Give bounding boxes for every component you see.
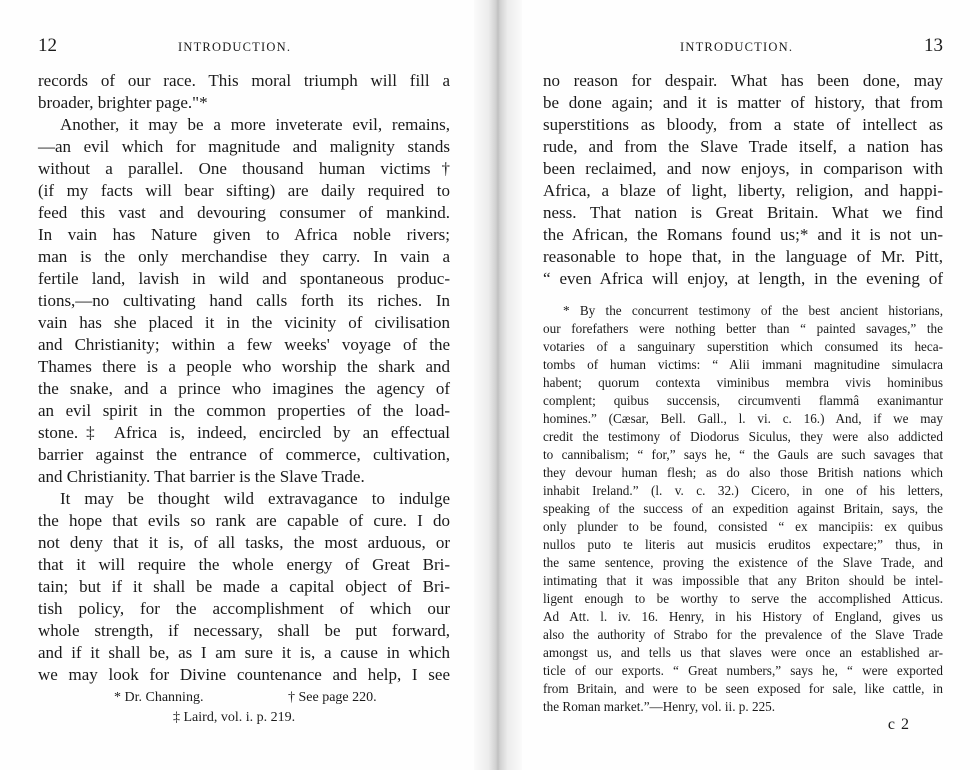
- text-line: Another, it may be a more inveterate evil, remains,: [60, 115, 450, 134]
- text-line: and Christianity; within a few weeks' voyage of the: [38, 335, 450, 354]
- footnote-line: the same sentence, proving the existence of the Slave Trade, and: [543, 555, 943, 570]
- left-footnotes: [38, 688, 450, 725]
- text-line: reasonable to hope that, in the language of Mr. Pitt,: [543, 247, 943, 266]
- footnote-line: complent; quibus succensis, circumventi flammâ exanimantur: [543, 393, 943, 408]
- left-body-text: [38, 70, 450, 686]
- text-line: we may look for Divine countenance and help, I see: [38, 665, 450, 684]
- text-line: Africa, a blaze of light, liberty, religion, and happi-: [543, 181, 943, 200]
- text-line: vain has she placed it in the vicinity of civilisation: [38, 313, 450, 332]
- footnote-line: credit the testimony of Diodorus Siculus, they were also addicted: [543, 429, 943, 444]
- signature-mark: c 2: [887, 716, 910, 733]
- text-line: Thames there is a people who worship the shark and: [38, 357, 450, 376]
- footnote-line: homines.” (Cæsar, Bell. Gall., l. vi. c. 16.) And, if we may: [543, 411, 943, 426]
- footnote-line: they devour human flesh; as do also those British nations which: [543, 465, 943, 480]
- footnote-channing: * Dr. Channing.: [114, 690, 204, 705]
- footnote-line: votaries of a sanguinary superstition which consumed its heca-: [543, 339, 943, 354]
- text-line: In vain has Nature given to Africa noble rivers;: [38, 225, 450, 244]
- text-line: superstitions as bloody, from a state of intellect as: [543, 115, 943, 134]
- right-running-head: [543, 35, 943, 59]
- text-line: —an evil which for magnitude and malignity stands: [38, 137, 450, 156]
- text-line: fertile land, lavish in wild and spontaneous produc-: [38, 269, 450, 288]
- text-line: the African, the Romans found us;* and it is not un-: [543, 225, 943, 244]
- footnote-line: also the authority of Strabo for the prevalence of the Slave Trade: [543, 627, 943, 642]
- footnote-line: ligent enough to be worthy to serve the accomplished Atticus.: [543, 591, 943, 606]
- footnote-line: the Roman market.”—Henry, vol. ii. p. 225.: [543, 699, 776, 714]
- text-line: the snake, and a prince who imagines the agency of: [38, 379, 450, 398]
- footnote-line: nullos puto te literis aut musicis eruditos expectare;” thus, in: [543, 537, 943, 552]
- footnote-line: only plunder to be found, consisted “ ex mancipiis: ex quibus: [543, 519, 943, 534]
- text-line: ness. That nation is Great Britain. What we find: [543, 203, 943, 222]
- text-line: rude, and from the Slave Trade itself, a nation has: [543, 137, 943, 156]
- footnote-line: our forefathers were nothing better than “ painted savages,” the: [543, 321, 943, 336]
- left-running-title: INTRODUCTION.: [178, 40, 292, 54]
- footnote-line: intimating that it was impossible that any Briton should be intel-: [543, 573, 943, 588]
- text-line: “ even Africa will enjoy, at length, in the evening of: [543, 269, 943, 288]
- right-body-text: [543, 70, 943, 290]
- text-line: man is the only merchandise they carry. In vain a: [38, 247, 450, 266]
- text-line: broader, brighter page."*: [38, 93, 208, 112]
- text-line: barrier against the entrance of commerce, cultivation,: [38, 445, 450, 464]
- footnote-line: * By the concurrent testimony of the best ancient historians,: [563, 303, 943, 318]
- footnote-line: ticle of our exports. “ Great numbers,” says he, “ were exported: [543, 663, 943, 678]
- footnote-line: habent; quorum contexta viminibus membra vivis hominibus: [543, 375, 943, 390]
- text-line: been reclaimed, and now enjoys, in comparison with: [543, 159, 943, 178]
- book-gutter: [474, 0, 522, 770]
- text-line: the hope that evils so rank are capable of cure. I do: [38, 511, 450, 530]
- right-footnote: [543, 302, 943, 716]
- text-line: that it will require the whole energy of Great Bri-: [38, 555, 450, 574]
- text-line: It may be thought wild extravagance to indulge: [60, 489, 450, 508]
- right-page: [543, 0, 943, 770]
- text-line: not deny that it is, of all tasks, the most arduous, or: [38, 533, 450, 552]
- text-line: and Christianity. That barrier is the Slave Trade.: [38, 467, 365, 486]
- text-line: no reason for despair. What has been done, may: [543, 71, 943, 90]
- footnote-line: Ad Att. l. iv. 16. Henry, in his History of England, gives us: [543, 609, 943, 624]
- footnote-line: from Britain, and were to be seen exposed for sale, like cattle, in: [543, 681, 943, 696]
- footnote-line: speaking of the success of an expedition against Britain, says, the: [543, 501, 943, 516]
- text-line: without a parallel. One thousand human victims†: [38, 159, 450, 178]
- text-line: tain; but if it shall be made a capital object of Bri-: [38, 577, 450, 596]
- text-line: records of our race. This moral triumph will fill a: [38, 71, 450, 90]
- text-line: stone.‡ Africa is, indeed, encircled by an effectual: [38, 423, 450, 442]
- footnote-laird: ‡ Laird, vol. i. p. 219.: [173, 710, 296, 725]
- left-page-number: 12: [38, 35, 57, 56]
- text-line: feed this vast and devouring consumer of mankind.: [38, 203, 450, 222]
- footnote-line: inhabit Ireland.” (l. v. c. 32.) Cicero, in one of his letters,: [543, 483, 943, 498]
- footnote-line: tombs of human victims: “ Alii immani magnitudine simulacra: [543, 357, 943, 372]
- text-line: tions,—no cultivating hand calls forth its riches. In: [38, 291, 450, 310]
- footnote-line: amongst us, and tells us that slaves were once an established ar-: [543, 645, 943, 660]
- left-running-head: [38, 35, 450, 59]
- text-line: be done again; and it is matter of history, that from: [543, 93, 943, 112]
- right-page-number: 13: [924, 35, 943, 56]
- text-line: tish policy, for the accomplishment of which our: [38, 599, 450, 618]
- text-line: (if my facts will bear sifting) are daily required to: [38, 181, 450, 200]
- text-line: whole strength, if necessary, shall be put forward,: [38, 621, 450, 640]
- footnote-line: to cannibalism; “ for,” says he, “ the Gauls are such savages that: [543, 447, 943, 462]
- text-line: and if it shall be, as I am sure it is, a cause in which: [38, 643, 450, 662]
- left-page: [38, 0, 450, 770]
- right-running-title: INTRODUCTION.: [680, 40, 794, 54]
- text-line: an evil spirit in the common properties of the load-: [38, 401, 450, 420]
- footnote-see-page: † See page 220.: [288, 690, 377, 705]
